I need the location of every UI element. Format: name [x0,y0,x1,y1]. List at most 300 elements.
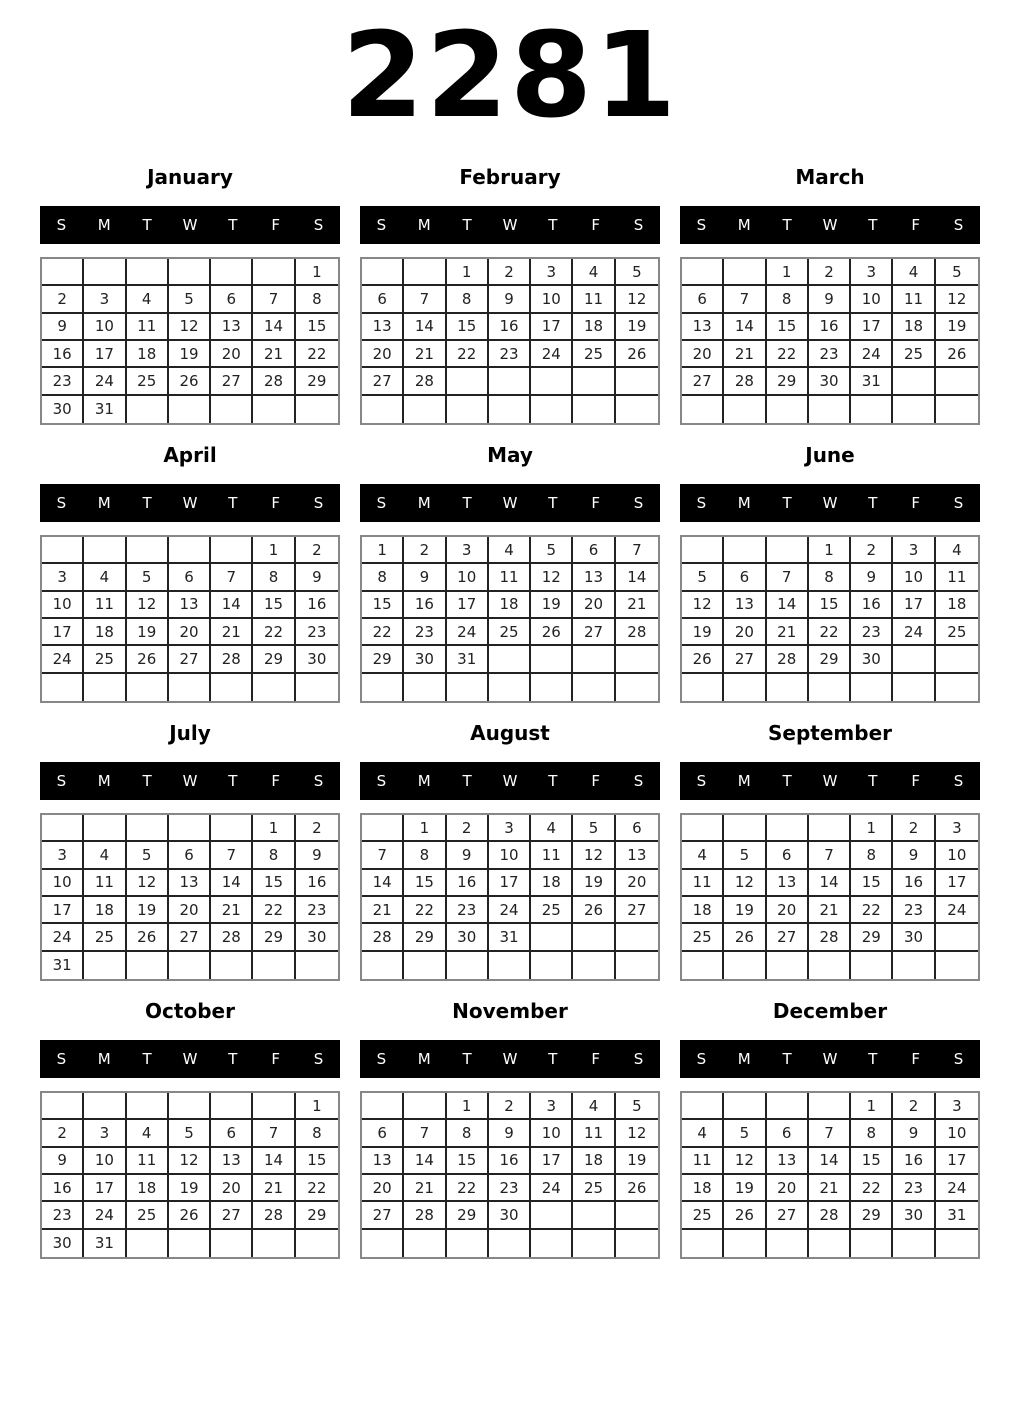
day-cell: 2 [42,1120,84,1147]
weekday-header-cell: S [313,772,324,790]
month-june [680,440,980,703]
day-cell: 30 [404,646,446,673]
weekday-header-cell: S [696,1050,707,1068]
day-cell: 1 [404,815,446,842]
day-cell-empty [767,396,809,423]
day-cell: 22 [362,619,404,646]
weekday-header-cell: S [56,216,67,234]
day-cell: 15 [851,870,893,897]
day-cell-empty [127,815,169,842]
day-cell: 13 [362,314,404,341]
day-cell: 18 [531,870,573,897]
day-cell: 27 [169,924,211,951]
day-cell: 20 [211,1175,253,1202]
weekday-header-cell: T [782,494,792,512]
day-cell: 13 [573,564,615,591]
day-cell-empty [362,815,404,842]
day-cell: 21 [767,619,809,646]
day-cell: 3 [851,259,893,286]
weekday-header-cell: W [822,216,838,234]
day-cell: 9 [893,842,935,869]
day-cell-empty [682,1230,724,1257]
day-cell-empty [767,815,809,842]
day-cell: 18 [127,341,169,368]
day-cell: 23 [489,341,531,368]
day-cell: 5 [616,259,658,286]
weekday-header-row [680,484,980,522]
day-cell-empty [211,674,253,701]
day-cell: 4 [127,1120,169,1147]
weekday-header-cell: W [502,772,518,790]
day-cell: 7 [211,842,253,869]
day-cell-empty [573,396,615,423]
day-cell: 28 [809,1202,851,1229]
day-cell-empty [169,1093,211,1120]
day-cell: 19 [616,1148,658,1175]
day-cell: 11 [573,1120,615,1147]
day-cell: 5 [616,1093,658,1120]
weekday-header-cell: S [376,494,387,512]
weekday-header-cell: T [548,772,558,790]
day-cell: 2 [893,1093,935,1120]
day-cell: 17 [531,314,573,341]
weekday-header-cell: S [376,216,387,234]
day-cell-empty [211,259,253,286]
day-cell: 23 [447,897,489,924]
day-cell-empty [936,952,978,979]
day-cell: 11 [682,1148,724,1175]
day-cell: 13 [767,870,809,897]
day-cell: 3 [447,537,489,564]
day-cell: 18 [84,897,126,924]
day-cell: 1 [447,1093,489,1120]
day-cell-empty [127,537,169,564]
day-cell: 10 [531,1120,573,1147]
day-cell-empty [809,952,851,979]
day-cell: 9 [489,286,531,313]
day-cell: 26 [169,368,211,395]
day-cell: 19 [169,341,211,368]
weekday-header-cell: S [633,494,644,512]
day-cell: 15 [253,870,295,897]
day-cell: 10 [489,842,531,869]
day-cell: 26 [616,1175,658,1202]
day-cell-empty [404,1230,446,1257]
day-cell: 27 [169,646,211,673]
day-cell: 2 [489,259,531,286]
day-cell: 30 [296,924,338,951]
weekday-header-cell: S [953,216,964,234]
calendar-grid [40,162,980,1259]
day-cell: 20 [362,341,404,368]
day-cell: 1 [296,259,338,286]
day-cell: 3 [936,815,978,842]
day-cell: 9 [404,564,446,591]
day-cell: 17 [531,1148,573,1175]
day-cell-empty [253,674,295,701]
day-cell: 12 [936,286,978,313]
day-cell-empty [682,952,724,979]
day-cell-empty [404,674,446,701]
day-cell: 8 [851,842,893,869]
day-cell: 17 [447,592,489,619]
month-day-grid [40,813,340,981]
month-november [360,996,660,1259]
day-cell: 13 [169,870,211,897]
day-cell: 20 [724,619,766,646]
weekday-header-cell: S [633,216,644,234]
month-day-grid [680,257,980,425]
day-cell: 4 [893,259,935,286]
day-cell: 2 [447,815,489,842]
day-cell: 19 [531,592,573,619]
day-cell: 24 [531,341,573,368]
weekday-header-cell: W [182,494,198,512]
weekday-header-cell: S [696,494,707,512]
day-cell: 28 [724,368,766,395]
day-cell-empty [169,674,211,701]
day-cell: 15 [296,1148,338,1175]
day-cell-empty [724,952,766,979]
day-cell-empty [767,952,809,979]
day-cell-empty [84,1093,126,1120]
day-cell-empty [767,1093,809,1120]
weekday-header-row [40,1040,340,1078]
weekday-header-cell: W [182,1050,198,1068]
day-cell: 16 [851,592,893,619]
day-cell: 13 [724,592,766,619]
day-cell: 8 [362,564,404,591]
day-cell: 10 [42,592,84,619]
weekday-header-cell: T [548,1050,558,1068]
day-cell-empty [211,537,253,564]
day-cell-empty [809,674,851,701]
day-cell: 24 [447,619,489,646]
day-cell: 27 [573,619,615,646]
month-day-grid [680,813,980,981]
day-cell-empty [42,259,84,286]
day-cell: 9 [489,1120,531,1147]
day-cell-empty [851,396,893,423]
day-cell: 7 [253,286,295,313]
day-cell: 14 [809,870,851,897]
day-cell-empty [616,952,658,979]
day-cell: 1 [809,537,851,564]
day-cell-empty [573,952,615,979]
day-cell: 6 [169,842,211,869]
day-cell-empty [724,396,766,423]
day-cell-empty [362,396,404,423]
day-cell-empty [724,259,766,286]
month-february [360,162,660,425]
day-cell: 27 [362,1202,404,1229]
weekday-header-row [40,762,340,800]
day-cell-empty [682,1093,724,1120]
day-cell: 30 [296,646,338,673]
day-cell: 5 [127,842,169,869]
day-cell: 20 [616,870,658,897]
day-cell-empty [724,1093,766,1120]
day-cell-empty [404,259,446,286]
weekday-header-cell: T [228,1050,238,1068]
day-cell: 6 [682,286,724,313]
day-cell-empty [253,952,295,979]
day-cell: 6 [211,286,253,313]
day-cell: 16 [489,314,531,341]
weekday-header-cell: S [633,1050,644,1068]
weekday-header-cell: S [313,494,324,512]
day-cell-empty [531,1230,573,1257]
day-cell-empty [767,674,809,701]
day-cell: 29 [851,1202,893,1229]
day-cell-empty [127,952,169,979]
day-cell-empty [404,952,446,979]
day-cell: 10 [447,564,489,591]
day-cell: 13 [169,592,211,619]
day-cell: 13 [682,314,724,341]
day-cell: 10 [936,842,978,869]
day-cell: 14 [767,592,809,619]
day-cell: 23 [296,619,338,646]
day-cell-empty [724,1230,766,1257]
day-cell: 6 [211,1120,253,1147]
day-cell-empty [573,1202,615,1229]
day-cell-empty [296,952,338,979]
weekday-header-cell: T [868,494,878,512]
day-cell-empty [84,537,126,564]
day-cell: 14 [211,592,253,619]
weekday-header-cell: W [822,772,838,790]
day-cell-empty [531,952,573,979]
weekday-header-cell: S [953,772,964,790]
day-cell: 29 [404,924,446,951]
day-cell-empty [531,924,573,951]
day-cell: 17 [84,1175,126,1202]
day-cell: 10 [531,286,573,313]
weekday-header-cell: M [97,1050,111,1068]
day-cell: 11 [127,314,169,341]
weekday-header-cell: S [376,772,387,790]
day-cell-empty [893,1230,935,1257]
day-cell: 19 [127,897,169,924]
day-cell: 15 [362,592,404,619]
day-cell: 15 [296,314,338,341]
day-cell-empty [809,1230,851,1257]
day-cell: 11 [936,564,978,591]
day-cell: 24 [936,897,978,924]
day-cell: 8 [447,286,489,313]
day-cell: 2 [296,537,338,564]
day-cell: 14 [724,314,766,341]
day-cell: 23 [893,1175,935,1202]
day-cell: 25 [893,341,935,368]
weekday-header-cell: T [782,216,792,234]
day-cell-empty [211,952,253,979]
day-cell: 21 [253,341,295,368]
day-cell: 9 [893,1120,935,1147]
weekday-header-cell: T [462,1050,472,1068]
weekday-header-row [680,1040,980,1078]
day-cell: 2 [404,537,446,564]
day-cell-empty [531,368,573,395]
day-cell: 17 [936,870,978,897]
day-cell-empty [489,674,531,701]
day-cell-empty [489,396,531,423]
day-cell: 11 [84,592,126,619]
weekday-header-cell: M [737,494,751,512]
day-cell: 20 [767,1175,809,1202]
day-cell: 25 [127,368,169,395]
day-cell: 3 [489,815,531,842]
day-cell: 18 [682,897,724,924]
day-cell: 6 [767,842,809,869]
day-cell: 16 [42,1175,84,1202]
day-cell: 2 [851,537,893,564]
day-cell-empty [893,952,935,979]
weekday-header-cell: M [417,772,431,790]
weekday-header-cell: M [97,216,111,234]
day-cell: 3 [84,286,126,313]
day-cell-empty [893,646,935,673]
day-cell: 11 [682,870,724,897]
weekday-header-cell: T [548,216,558,234]
day-cell-empty [169,259,211,286]
day-cell: 8 [447,1120,489,1147]
weekday-header-cell: T [462,494,472,512]
month-july [40,718,340,981]
day-cell-empty [362,259,404,286]
day-cell: 23 [404,619,446,646]
day-cell: 16 [489,1148,531,1175]
weekday-header-cell: S [56,1050,67,1068]
day-cell: 27 [767,924,809,951]
weekday-header-cell: W [822,494,838,512]
weekday-header-cell: T [868,1050,878,1068]
day-cell: 28 [404,368,446,395]
weekday-header-row [40,484,340,522]
weekday-header-cell: T [142,494,152,512]
weekday-header-cell: S [696,772,707,790]
day-cell-empty [362,952,404,979]
month-september [680,718,980,981]
day-cell: 21 [724,341,766,368]
day-cell-empty [253,1093,295,1120]
day-cell-empty [682,815,724,842]
day-cell-empty [893,396,935,423]
day-cell-empty [767,537,809,564]
day-cell-empty [682,537,724,564]
day-cell-empty [42,674,84,701]
day-cell-empty [489,368,531,395]
month-title: February [459,165,561,189]
day-cell: 14 [404,1148,446,1175]
weekday-header-cell: M [737,1050,751,1068]
day-cell: 22 [296,1175,338,1202]
day-cell: 20 [573,592,615,619]
day-cell: 13 [616,842,658,869]
day-cell: 9 [296,564,338,591]
month-title: June [805,443,855,467]
month-may [360,440,660,703]
day-cell-empty [616,396,658,423]
weekday-header-cell: W [502,494,518,512]
day-cell: 26 [616,341,658,368]
day-cell-empty [42,537,84,564]
day-cell: 31 [84,1230,126,1257]
month-title: January [147,165,233,189]
day-cell: 7 [616,537,658,564]
day-cell: 12 [127,592,169,619]
day-cell: 4 [84,564,126,591]
month-title: April [163,443,217,467]
day-cell-empty [169,1230,211,1257]
month-day-grid [360,1091,660,1259]
day-cell: 12 [616,286,658,313]
day-cell: 19 [616,314,658,341]
day-cell-empty [936,396,978,423]
day-cell-empty [531,646,573,673]
day-cell: 24 [42,646,84,673]
day-cell: 3 [893,537,935,564]
weekday-header-cell: M [417,1050,431,1068]
day-cell: 25 [682,924,724,951]
day-cell-empty [253,396,295,423]
weekday-header-cell: F [911,494,921,512]
month-title: September [768,721,892,745]
day-cell-empty [893,368,935,395]
day-cell: 25 [573,341,615,368]
day-cell: 17 [42,619,84,646]
day-cell-empty [573,674,615,701]
weekday-header-cell: F [911,1050,921,1068]
day-cell-empty [489,1230,531,1257]
day-cell: 5 [127,564,169,591]
day-cell-empty [682,396,724,423]
day-cell-empty [851,674,893,701]
day-cell: 22 [253,619,295,646]
day-cell: 24 [489,897,531,924]
day-cell: 28 [362,924,404,951]
day-cell: 25 [84,646,126,673]
day-cell: 7 [809,1120,851,1147]
day-cell: 29 [809,646,851,673]
day-cell: 7 [809,842,851,869]
day-cell: 5 [169,1120,211,1147]
day-cell: 23 [42,368,84,395]
day-cell: 23 [489,1175,531,1202]
month-day-grid [360,535,660,703]
weekday-header-cell: F [591,1050,601,1068]
day-cell-empty [573,368,615,395]
month-october [40,996,340,1259]
weekday-header-cell: T [142,1050,152,1068]
day-cell-empty [211,1230,253,1257]
weekday-header-cell: S [56,494,67,512]
day-cell-empty [489,952,531,979]
day-cell: 1 [296,1093,338,1120]
day-cell-empty [682,259,724,286]
day-cell: 20 [169,619,211,646]
month-title: December [772,999,888,1023]
day-cell: 13 [362,1148,404,1175]
day-cell: 10 [42,870,84,897]
day-cell: 11 [531,842,573,869]
day-cell-empty [296,674,338,701]
day-cell-empty [851,952,893,979]
day-cell: 2 [809,259,851,286]
day-cell: 27 [724,646,766,673]
day-cell: 28 [211,646,253,673]
